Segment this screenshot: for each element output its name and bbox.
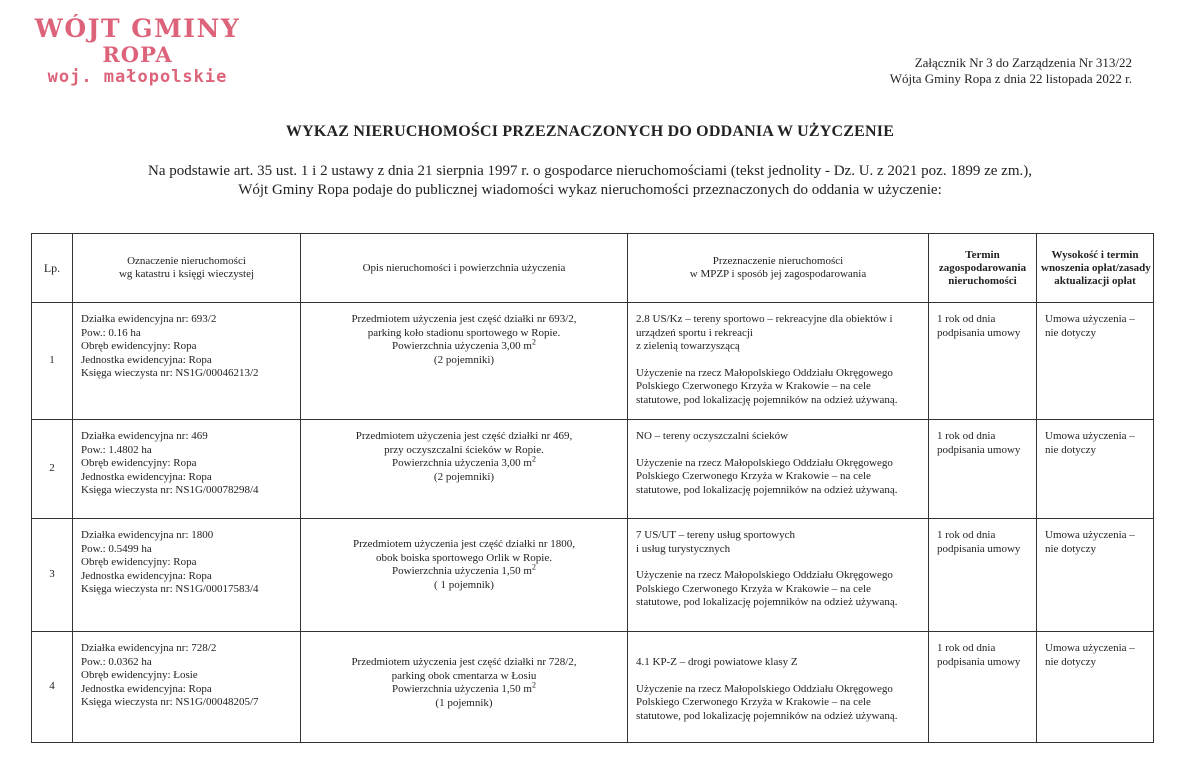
row-oplaty: Umowa użyczenia – nie dotyczy <box>1037 519 1154 632</box>
annex-line-2: Wójta Gminy Ropa z dnia 22 listopada 2022 r. <box>889 71 1132 86</box>
table-header-row <box>32 234 1154 303</box>
table-row <box>32 632 1154 743</box>
row-oznaczenie: Działka ewidencyjna nr: 1800 Pow.: 0.5499 ha Obręb ewidencyjny: Ropa Jednostka ewidencyjna: Ropa Księga wieczysta nr: NS1G/00017583/4 <box>73 519 301 632</box>
annex-note <box>890 55 1132 87</box>
row-opis: Przedmiotem użyczenia jest część działki nr 1800, obok boiska sportowego Orlik w Ropie. Powierzchnia użyczenia 1,50 $m^2$ ( 1 pojemnik) <box>301 519 628 632</box>
row-termin: 1 rok od dnia podpisania umowy <box>929 303 1037 420</box>
stamp-line-2: ROPA <box>102 42 173 68</box>
wojt-gminy-stamp <box>30 16 245 87</box>
row-lp: 2 <box>32 420 73 519</box>
intro-line-2: Wójt Gminy Ropa podaje do publicznej wiadomości wykaz nieruchomości przeznaczonych do oddania w użyczenie: <box>238 182 942 198</box>
row-oplaty: Umowa użyczenia – nie dotyczy <box>1037 632 1154 743</box>
table-row <box>32 303 1154 420</box>
row-oplaty: Umowa użyczenia – nie dotyczy <box>1037 303 1154 420</box>
row-lp: 3 <box>32 519 73 632</box>
row-przeznaczenie: 4.1 KP-Z – drogi powiatowe klasy Z Użyczenie na rzecz Małopolskiego Oddziału Okręgowego Polskiego Czerwonego Krzyża w Krakowie – na cele statutowe, pod lokalizację pojemników na odzież używaną. <box>628 632 929 743</box>
row-opis: Przedmiotem użyczenia jest część działki nr 728/2, parking obok cmentarza w Łosiu Powierzchnia użyczenia 1,50 $m^2$ (1 pojemnik) <box>301 632 628 743</box>
row-lp: 1 <box>32 303 73 420</box>
row-termin: 1 rok od dnia podpisania umowy <box>929 420 1037 519</box>
stamp-line-1: WÓJT GMINY <box>34 14 241 43</box>
annex-line-1: Załącznik Nr 3 do Zarządzenia Nr 313/22 <box>914 55 1132 70</box>
row-termin: 1 rok od dnia podpisania umowy <box>929 519 1037 632</box>
document-title: WYKAZ NIERUCHOMOŚCI PRZEZNACZONYCH DO ODDANIA W UŻYCZENIE <box>285 123 895 140</box>
header-opis: Opis nieruchomości i powierzchnia użyczenia <box>301 234 628 303</box>
row-oznaczenie: Działka ewidencyjna nr: 693/2 Pow.: 0.16 ha Obręb ewidencyjny: Ropa Jednostka ewidencyjna: Ropa Księga wieczysta nr: NS1G/00046213/2 <box>73 303 301 420</box>
stamp-line-3: woj. małopolskie <box>47 67 228 88</box>
property-table <box>31 233 1154 743</box>
header-oznaczenie: Oznaczenie nieruchomości wg katastru i księgi wieczystej <box>73 234 301 303</box>
row-przeznaczenie: NO – tereny oczyszczalni ścieków Użyczenie na rzecz Małopolskiego Oddziału Okręgowego Polskiego Czerwonego Krzyża w Krakowie – na cele statutowe, pod lokalizację pojemników na odzież używaną. <box>628 420 929 519</box>
header-przeznaczenie: Przeznaczenie nieruchomości w MPZP i sposób jej zagospodarowania <box>628 234 929 303</box>
intro-line-1: Na podstawie art. 35 ust. 1 i 2 ustawy z dnia 21 sierpnia 1997 r. o gospodarce nieruchomościami (tekst jednolity - Dz. U. z 2021 poz. 1899 ze zm.), <box>148 163 1032 179</box>
row-lp: 4 <box>32 632 73 743</box>
header-termin: Termin zagospodarowania nieruchomości <box>929 234 1037 303</box>
table-row <box>32 420 1154 519</box>
row-przeznaczenie: 7 US/UT – tereny usług sportowych i usług turystycznych Użyczenie na rzecz Małopolskiego Oddziału Okręgowego Polskiego Czerwonego Krzyża w Krakowie – na cele statutowe, pod lokalizację pojemników na odzież używaną. <box>628 519 929 632</box>
row-oplaty: Umowa użyczenia – nie dotyczy <box>1037 420 1154 519</box>
row-oznaczenie: Działka ewidencyjna nr: 728/2 Pow.: 0.0362 ha Obręb ewidencyjny: Łosie Jednostka ewidencyjna: Ropa Księga wieczysta nr: NS1G/00048205/7 <box>73 632 301 743</box>
row-oznaczenie: Działka ewidencyjna nr: 469 Pow.: 1.4802 ha Obręb ewidencyjny: Ropa Jednostka ewidencyjna: Ropa Księga wieczysta nr: NS1G/00078298/4 <box>73 420 301 519</box>
row-opis: Przedmiotem użyczenia jest część działki nr 693/2, parking koło stadionu sportowego w Ropie. Powierzchnia użyczenia 3,00 $m^2$ (2 pojemniki) <box>301 303 628 420</box>
header-lp: Lp. <box>32 234 73 303</box>
row-opis: Przedmiotem użyczenia jest część działki nr 469, przy oczyszczalni ścieków w Ropie. Powierzchnia użyczenia 3,00 $m^2$ (2 pojemniki) <box>301 420 628 519</box>
row-termin: 1 rok od dnia podpisania umowy <box>929 632 1037 743</box>
table-row <box>32 519 1154 632</box>
row-przeznaczenie: 2.8 US/Kz – tereny sportowo – rekreacyjne dla obiektów i urządzeń sportu i rekreacji z zielenią towarzyszącą Użyczenie na rzecz Małopolskiego Oddziału Okręgowego Polskiego Czerwonego Krzyża w Krakowie – na cele statutowe, pod lokalizację pojemników na odzież używaną. <box>628 303 929 420</box>
header-oplaty: Wysokość i termin wnoszenia opłat/zasady aktualizacji opłat <box>1037 234 1154 303</box>
intro-paragraph <box>40 162 1140 200</box>
